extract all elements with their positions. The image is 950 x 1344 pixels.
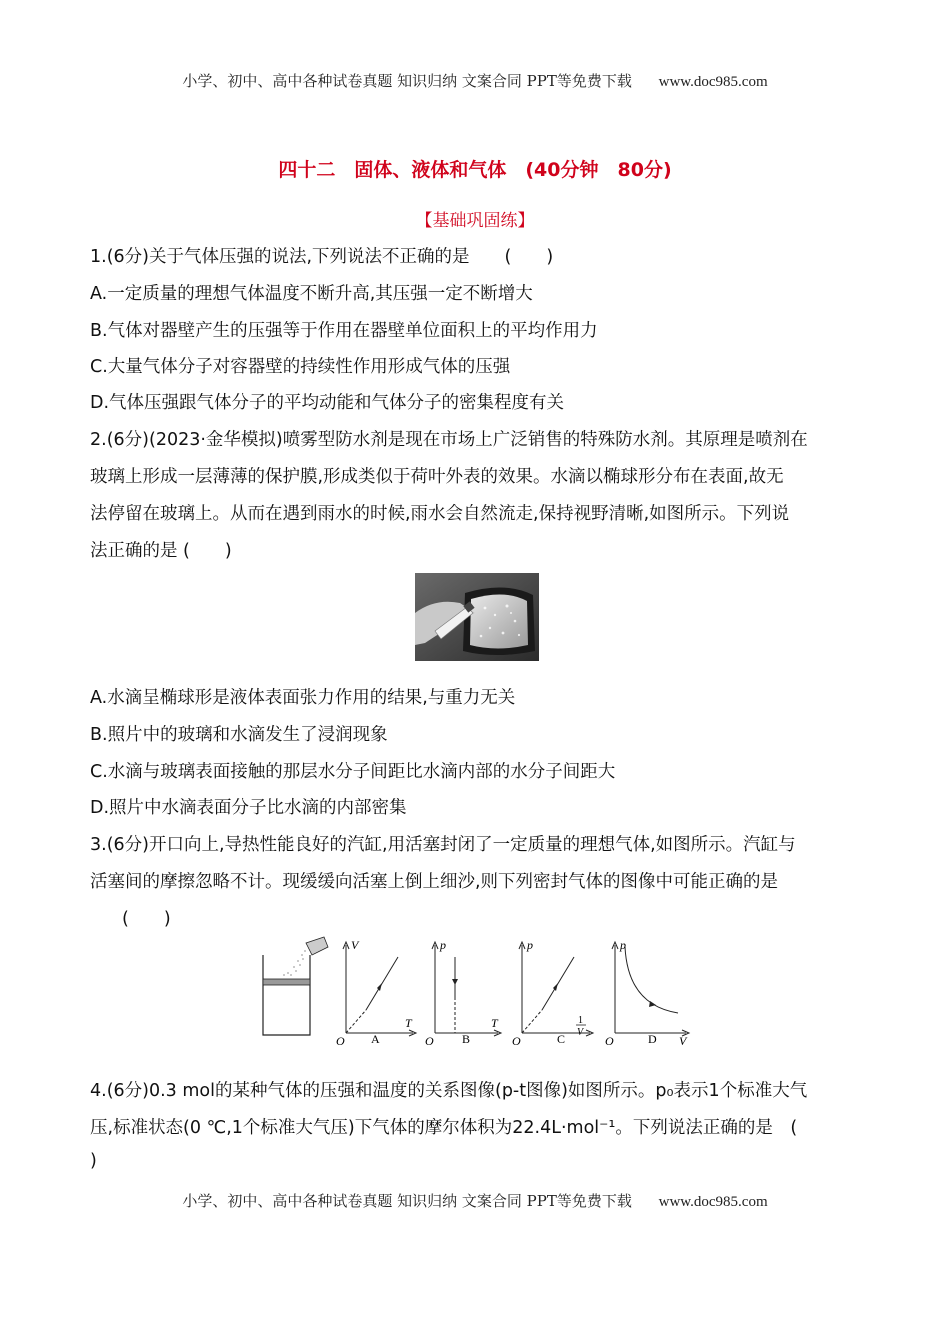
section-heading: 【基础巩固练】 xyxy=(415,211,535,231)
graph-a-yaxis: V xyxy=(351,938,359,952)
header-text: 小学、初中、高中各种试卷真题 知识归纳 文案合同 PPT等免费下载 xyxy=(182,72,632,90)
q1-stem: 1.(6分)关于气体压强的说法,下列说法不正确的是 ( ) xyxy=(90,247,554,267)
graph-c-origin: O xyxy=(512,1034,521,1045)
graph-b xyxy=(425,938,501,1045)
graph-d-label: D xyxy=(648,1032,657,1045)
graph-c-xaxis-numerator: 1 xyxy=(578,1015,583,1026)
header-site: www.doc985.com xyxy=(658,74,768,90)
q2-option-c: C.水滴与玻璃表面接触的那层水分子间距比水滴内部的水分子间距大 xyxy=(90,762,616,782)
q2-option-b: B.照片中的玻璃和水滴发生了浸润现象 xyxy=(90,725,388,745)
graph-c xyxy=(512,938,593,1045)
q3-stem-line2: 活塞间的摩擦忽略不计。现缓缓向活塞上倒上细沙,则下列密封气体的图像中可能正确的是 xyxy=(90,872,779,892)
q3-answer-bracket: ( ) xyxy=(122,909,171,929)
footer-text: 小学、初中、高中各种试卷真题 知识归纳 文案合同 PPT等免费下载 xyxy=(182,1192,632,1210)
q3-stem-line1: 3.(6分)开口向上,导热性能良好的汽缸,用活塞封闭了一定质量的理想气体,如图所示。汽缸与 xyxy=(90,835,796,855)
graph-d-xaxis: V xyxy=(679,1034,687,1045)
q2-stem-line3: 法停留在玻璃上。从而在遇到雨水的时候,雨水会自然流走,保持视野清晰,如图所示。下列说 xyxy=(90,504,790,524)
graph-b-xaxis: T xyxy=(491,1016,498,1030)
graph-a-label: A xyxy=(371,1032,380,1045)
graph-d-yaxis: p xyxy=(620,938,626,952)
graph-a-xaxis: T xyxy=(405,1016,412,1030)
graph-d-origin: O xyxy=(605,1034,614,1045)
graph-a xyxy=(336,938,416,1045)
q4-stem-line2: 压,标准状态(0 ℃,1个标准大气压)下气体的摩尔体积为22.4L·mol⁻¹。下列说法正确的是 ( xyxy=(90,1118,798,1138)
q1-option-b: B.气体对器壁产生的压强等于作用在器壁单位面积上的平均作用力 xyxy=(90,321,598,341)
q1-option-d: D.气体压强跟气体分子的平均动能和气体分子的密集程度有关 xyxy=(90,393,565,413)
q3-figure xyxy=(258,935,698,1045)
q1-option-c: C.大量气体分子对容器壁的持续性作用形成气体的压强 xyxy=(90,357,511,377)
page-footer xyxy=(0,1190,950,1211)
q2-option-d: D.照片中水滴表面分子比水滴的内部密集 xyxy=(90,798,407,818)
graph-b-label: B xyxy=(462,1032,471,1045)
graph-c-label: C xyxy=(557,1032,566,1045)
cylinder-diagram xyxy=(263,937,328,1035)
graph-c-xaxis: V xyxy=(577,1027,584,1038)
q2-stem-line4: 法正确的是 ( ) xyxy=(90,541,232,561)
graph-b-yaxis: p xyxy=(440,938,446,952)
q4-stem-line1: 4.(6分)0.3 mol的某种气体的压强和温度的关系图像(p-t图像)如图所示。p₀表示1个标准大气 xyxy=(90,1081,808,1101)
q1-option-a: A.一定质量的理想气体温度不断升高,其压强一定不断增大 xyxy=(90,284,533,304)
graph-d xyxy=(605,938,689,1045)
graph-a-origin: O xyxy=(336,1034,345,1045)
page-title: 四十二 固体、液体和气体 (40分钟 80分) xyxy=(278,159,672,181)
graph-b-origin: O xyxy=(425,1034,434,1045)
q4-stem-line3: ) xyxy=(90,1151,97,1171)
graph-c-yaxis: p xyxy=(527,938,533,952)
footer-site: www.doc985.com xyxy=(658,1194,768,1210)
car-mirror-photo xyxy=(415,573,539,661)
q2-option-a: A.水滴呈椭球形是液体表面张力作用的结果,与重力无关 xyxy=(90,688,516,708)
page-header xyxy=(0,70,950,91)
q2-stem-line2: 玻璃上形成一层薄薄的保护膜,形成类似于荷叶外表的效果。水滴以椭球形分布在表面,故无 xyxy=(90,467,784,487)
q2-stem-line1: 2.(6分)(2023·金华模拟)喷雾型防水剂是现在市场上广泛销售的特殊防水剂。其原理是喷剂在 xyxy=(90,430,808,450)
